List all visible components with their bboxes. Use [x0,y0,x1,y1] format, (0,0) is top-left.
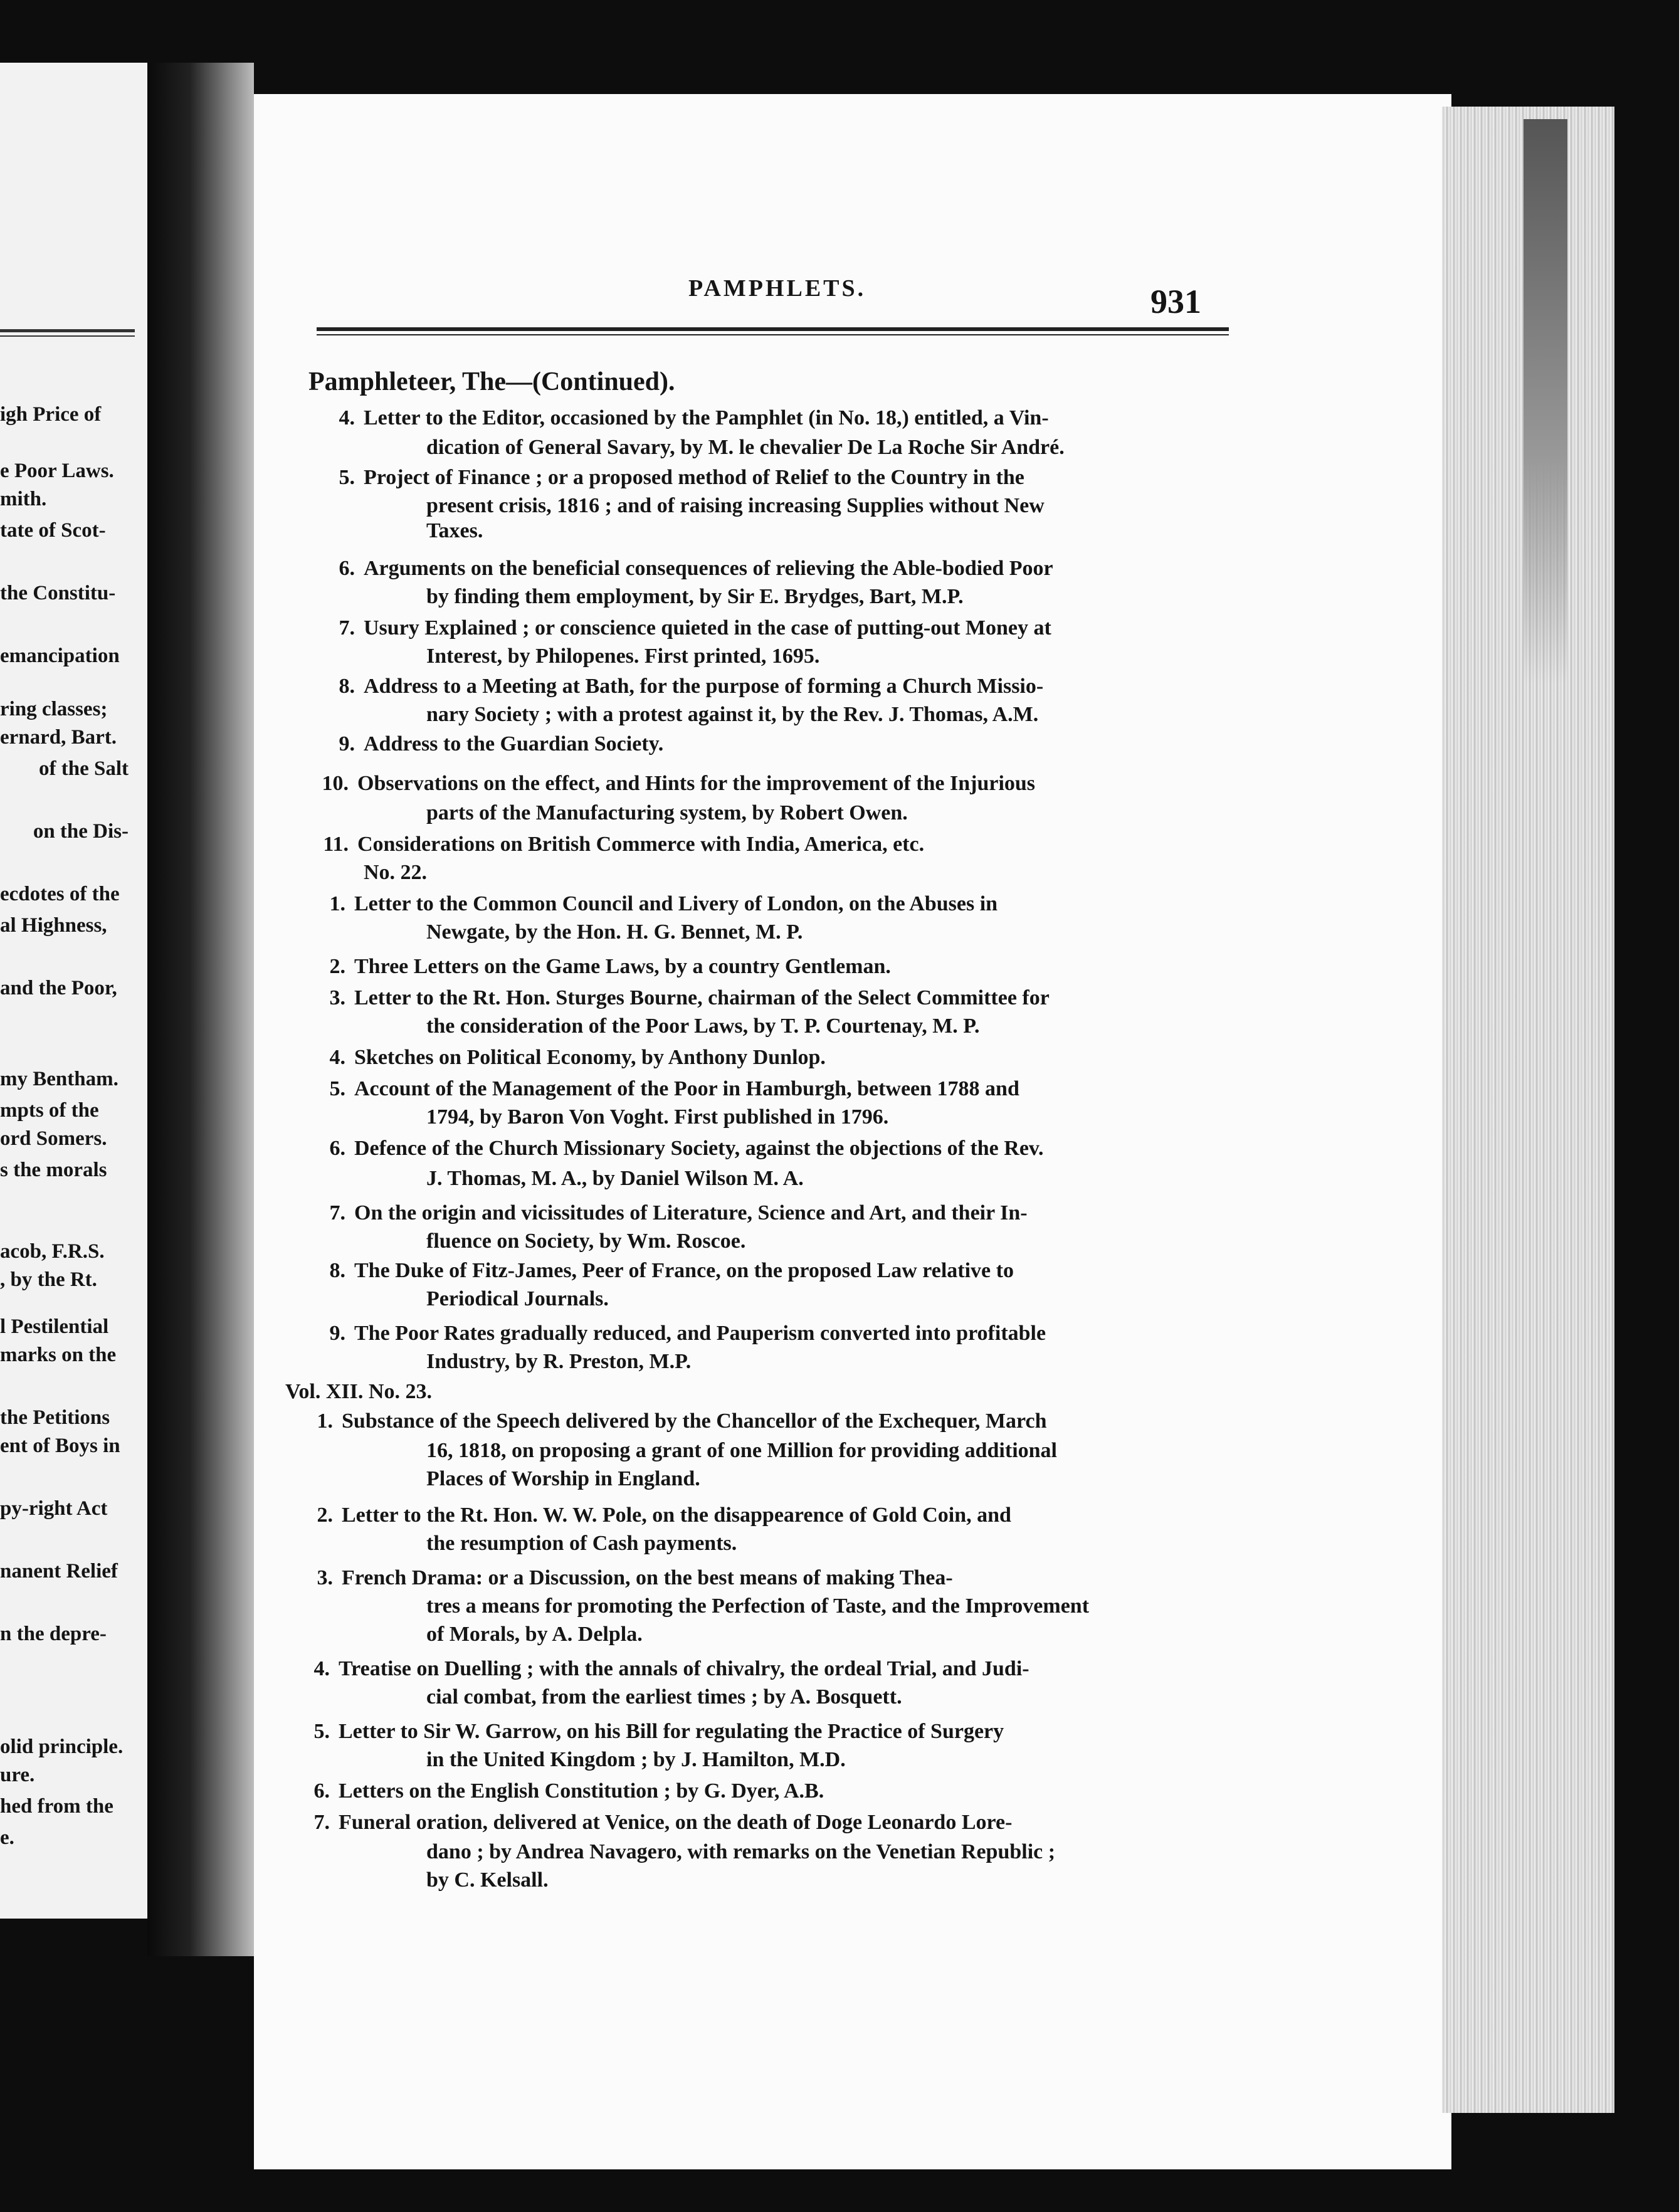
item-text: Vol. XII. No. 23. [285,1380,432,1403]
item-text: fluence on Society, by Wm. Roscoe. [426,1230,746,1253]
catalogue-item [298,1812,1012,1833]
item-text: Arguments on the beneficial consequences of relieving the Able-bodied Poor [364,557,1053,580]
item-text: Defence of the Church Missionary Society, against the objections of the Rev. [354,1137,1044,1160]
item-number: 11. [323,833,349,856]
catalogue-item-continuation [426,1841,1055,1863]
item-text: Letter to the Editor, occasioned by the Pamphlet (in No. 18,) entitled, a Vin- [364,406,1049,429]
entry-title: Pamphleteer, The [308,367,506,396]
item-number: 8. [329,1259,345,1282]
catalogue-item [324,558,1053,579]
item-text: dano ; by Andrea Navagero, with remarks on the Venetian Republic ; [426,1840,1056,1863]
catalogue-item-continuation [426,1533,737,1554]
item-number: 6. [313,1779,330,1803]
catalogue-item-continuation [426,1596,1089,1617]
item-number: 4. [313,1657,330,1680]
catalogue-item [324,467,1024,488]
item-text: Sketches on Political Economy, by Anthony Dunlop. [354,1046,826,1069]
item-text: Observations on the effect, and Hints for the improvement of the Injurious [357,772,1036,795]
facing-page-line: my Bentham. [0,1068,118,1090]
facing-page-line: ent of Boys in [0,1435,120,1457]
item-text: Usury Explained ; or conscience quieted in the case of putting-out Money at [364,616,1051,640]
catalogue-item-continuation [426,1468,700,1490]
header-rule-thin [317,334,1229,335]
catalogue-item [324,676,1043,697]
item-number: 5. [313,1720,330,1743]
facing-page-line: e Poor Laws. [0,460,114,482]
catalogue-item [302,1505,1011,1526]
item-text: Address to a Meeting at Bath, for the purpose of forming a Church Missio- [364,675,1044,698]
catalogue-item-continuation [426,1687,902,1708]
item-text: Letter to the Rt. Hon. W. W. Pole, on the disappearence of Gold Coin, and [342,1504,1011,1527]
item-text: Letter to Sir W. Garrow, on his Bill for regulating the Practice of Surgery [339,1720,1004,1743]
item-number: 3. [329,986,345,1009]
volume-number-heading [285,1381,432,1403]
item-number: 8. [339,675,355,698]
catalogue-item [314,956,891,977]
item-text: Taxes. [426,519,483,542]
catalogue-item [314,1323,1046,1344]
catalogue-item [314,1047,826,1068]
facing-page-line: on the Dis- [33,820,129,843]
item-text: The Duke of Fitz-James, Peer of France, on the proposed Law relative to [354,1259,1014,1282]
item-text: Letter to the Common Council and Livery of London, on the Abuses in [354,892,998,915]
item-text: present crisis, 1816 ; and of raising increasing Supplies without New [426,494,1045,517]
book-gutter-shadow [147,63,254,1956]
catalogue-item-continuation [426,520,483,542]
facing-page-fragment [0,63,147,1919]
catalogue-item [298,1721,1004,1742]
item-number: 5. [329,1077,345,1100]
facing-page-line: igh Price of [0,403,102,426]
item-text: J. Thomas, M. A., by Daniel Wilson M. A. [426,1167,804,1190]
item-text: cial combat, from the earliest times ; by A. Bosquett. [426,1685,902,1709]
facing-page-line: of the Salt [39,757,129,780]
item-text: On the origin and vicissitudes of Literature, Science and Art, and their In- [354,1201,1028,1224]
entry-continued: —(Continued). [505,367,675,396]
volume-number-heading [364,862,427,883]
facing-page-line: olid principle. [0,1735,124,1758]
entry-heading [308,367,675,397]
catalogue-item-continuation [426,803,908,824]
item-number: 9. [339,732,355,756]
item-text: French Drama: or a Discussion, on the best means of making Thea- [342,1566,953,1589]
catalogue-item-continuation [426,1351,691,1372]
catalogue-item [314,1260,1014,1282]
item-text: the consideration of the Poor Laws, by T. P. Courtenay, M. P. [426,1014,980,1038]
facing-page-rule-thin [0,335,135,337]
facing-page-rule [0,329,135,332]
catalogue-item [324,734,663,755]
catalogue-item [317,773,1035,794]
item-text: of Morals, by A. Delpla. [426,1623,643,1646]
facing-page-line: acob, F.R.S. [0,1240,105,1263]
facing-page-line: the Constitu- [0,582,116,604]
catalogue-item [298,1658,1029,1680]
item-text: Letter to the Rt. Hon. Sturges Bourne, chairman of the Select Committee for [354,986,1050,1009]
catalogue-item [314,893,997,915]
catalogue-item-continuation [426,437,1065,458]
item-number: 5. [339,466,355,489]
item-text: tres a means for promoting the Perfection of Taste, and the Improvement [426,1594,1090,1618]
catalogue-item [314,1078,1019,1100]
item-number: 4. [329,1046,345,1069]
catalogue-item [324,408,1049,429]
item-text: Interest, by Philopenes. First printed, 1695. [426,645,820,668]
facing-page-line: n the depre- [0,1623,107,1645]
item-text: nary Society ; with a protest against it, by the Rev. J. Thomas, A.M. [426,703,1039,726]
facing-page-line: emancipation [0,645,120,667]
catalogue-item [298,1781,824,1802]
facing-page-line: ring classes; [0,698,108,720]
facing-page-line: e. [0,1826,14,1849]
facing-page-line: tate of Scot- [0,519,106,542]
catalogue-item-continuation [426,1107,888,1128]
item-number: 10. [322,772,349,795]
catalogue-item-continuation [426,922,803,943]
item-text: Industry, by R. Preston, M.P. [426,1350,692,1373]
item-text: Address to the Guardian Society. [364,732,664,756]
item-text: Account of the Management of the Poor in Hamburgh, between 1788 and [354,1077,1019,1100]
running-head: PAMPHLETS. [688,275,866,302]
catalogue-item-continuation [426,1749,846,1771]
facing-page-line: nanent Relief [0,1560,118,1583]
catalogue-item-continuation [426,1231,745,1252]
item-text: dication of General Savary, by M. le chevalier De La Roche Sir André. [426,436,1065,459]
item-text: parts of the Manufacturing system, by Robert Owen. [426,801,908,824]
item-number: 4. [339,406,355,429]
item-text: Places of Worship in England. [426,1467,700,1490]
catalogue-item-continuation [426,1288,609,1310]
item-number: 6. [329,1137,345,1160]
item-text: Periodical Journals. [426,1287,609,1310]
facing-page-line: the Petitions [0,1406,110,1429]
fore-edge-shadow [1524,119,1567,683]
facing-page-line: ord Somers. [0,1127,107,1150]
item-number: 6. [339,557,355,580]
catalogue-item [324,618,1051,639]
catalogue-item-continuation [426,704,1038,725]
item-number: 7. [339,616,355,640]
facing-page-line: marks on the [0,1344,117,1366]
item-text: Newgate, by the Hon. H. G. Bennet, M. P. [426,920,803,944]
item-number: 1. [329,892,345,915]
item-text: 1794, by Baron Von Voght. First published in 1796. [426,1105,889,1129]
catalogue-item-continuation [426,1168,804,1189]
page-number: 931 [1150,283,1201,320]
item-text: 16, 1818, on proposing a grant of one Million for providing additional [426,1439,1058,1462]
header-rule-thick [317,327,1229,331]
catalogue-item [302,1567,953,1589]
catalogue-item-continuation [426,586,964,608]
facing-page-line: mpts of the [0,1099,99,1122]
item-text: by C. Kelsall. [426,1868,549,1892]
item-number: 7. [329,1201,345,1224]
item-text: the resumption of Cash payments. [426,1532,737,1555]
catalogue-item-continuation [426,1624,643,1645]
facing-page-line: al Highness, [0,914,107,937]
facing-page-line: hed from the [0,1795,113,1818]
facing-page-line: ecdotes of the [0,883,120,905]
catalogue-item-continuation [426,1440,1057,1462]
item-number: 9. [329,1322,345,1345]
item-text: in the United Kingdom ; by J. Hamilton, M.D. [426,1748,846,1771]
catalogue-item [317,834,924,855]
facing-page-line: ure. [0,1764,35,1786]
catalogue-item-continuation [426,495,1045,517]
catalogue-item-continuation [426,1016,979,1037]
catalogue-item [314,1138,1044,1159]
item-number: 2. [317,1504,333,1527]
catalogue-item [314,988,1050,1009]
item-text: by finding them employment, by Sir E. Brydges, Bart, M.P. [426,585,964,608]
facing-page-line: ernard, Bart. [0,726,117,749]
catalogue-item [302,1411,1047,1432]
item-text: Substance of the Speech delivered by the Chancellor of the Exchequer, March [342,1409,1047,1433]
item-number: 1. [317,1409,333,1433]
catalogue-item [314,1203,1028,1224]
facing-page-line: py-right Act [0,1497,108,1520]
catalogue-item-continuation [426,646,819,667]
item-text: The Poor Rates gradually reduced, and Pauperism converted into profitable [354,1322,1046,1345]
facing-page-line: , by the Rt. [0,1268,97,1291]
facing-page-line: l Pestilential [0,1315,109,1338]
item-number: 7. [313,1811,330,1834]
item-text: No. 22. [364,861,428,884]
catalogue-item-continuation [426,1870,549,1891]
item-text: Considerations on British Commerce with India, America, etc. [357,833,925,856]
item-number: 3. [317,1566,333,1589]
facing-page-line: mith. [0,488,47,510]
item-text: Funeral oration, delivered at Venice, on the death of Doge Leonardo Lore- [339,1811,1013,1834]
facing-page-line: s the morals [0,1159,107,1181]
item-text: Treatise on Duelling ; with the annals of chivalry, the ordeal Trial, and Judi- [339,1657,1029,1680]
item-text: Project of Finance ; or a proposed method of Relief to the Country in the [364,466,1024,489]
item-text: Three Letters on the Game Laws, by a country Gentleman. [354,955,891,978]
item-text: Letters on the English Constitution ; by G. Dyer, A.B. [339,1779,824,1803]
facing-page-line: and the Poor, [0,977,117,999]
item-number: 2. [329,955,345,978]
